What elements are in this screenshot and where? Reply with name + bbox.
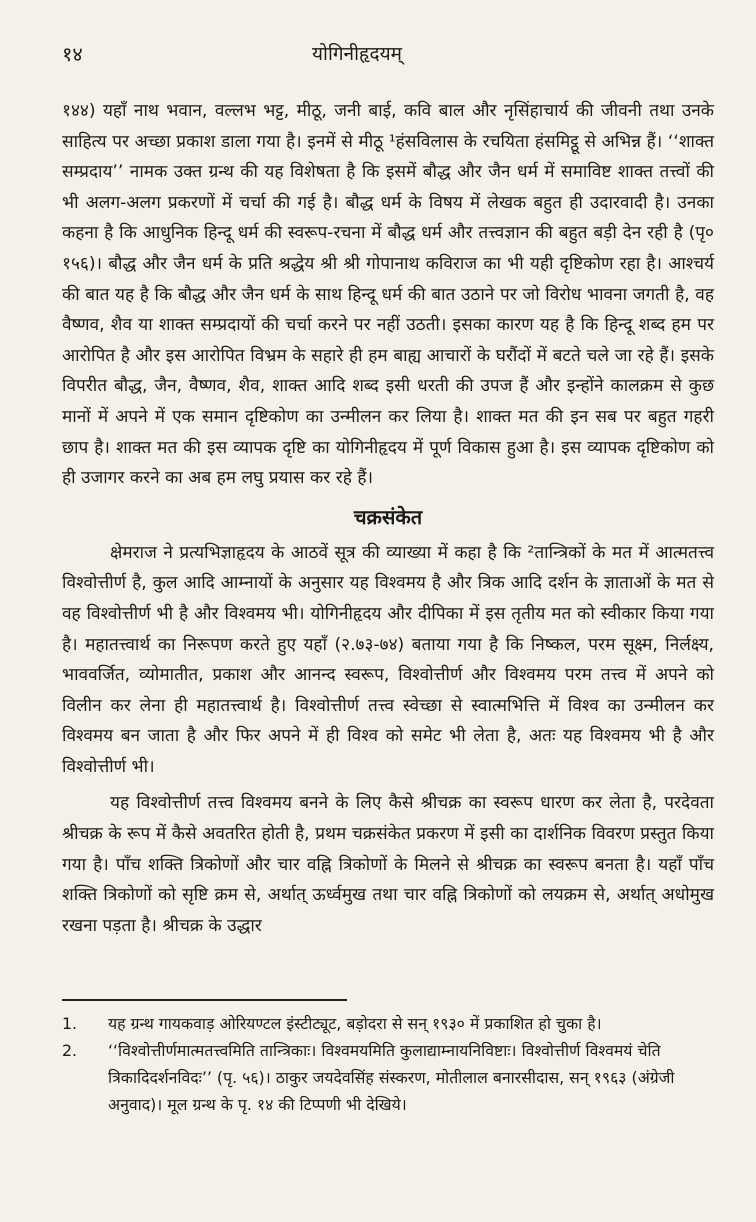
footnote-number: 1. [62, 1014, 78, 1033]
page-number: १४ [62, 42, 83, 66]
paragraph: यह विश्वोत्तीर्ण तत्त्व विश्वमय बनने के लिए कैसे श्रीचक्र का स्वरूप धारण कर लेता है, परदेवता श्रीचक्र के रूप में कैसे अवतरित होती है, प्रथम चक्रसंकेत प्रकरण में इसी का दार्शनिक विवरण प्रस्तुत किया गया है। पाँच शक्ति त्रिकोणों और चार वह्नि त्रिकोणों के मिलने से श्रीचक्र का स्वरूप बनता है। यहाँ पाँच शक्ति त्रिकोणों को सृष्टि क्रम से, अर्थात् ऊर्ध्वमुख तथा चार वह्नि त्रिकोणों को लयक्रम से, अर्थात् अधोमुख रखना पड़ता है। श्रीचक्र के उद्धार [62, 793, 714, 936]
footnote-divider [62, 999, 347, 1001]
section-heading: चक्रसंकेत [353, 504, 423, 529]
paragraph-continued: १४४) यहाँ नाथ भवान, वल्लभ भट्ट, मीठू, जनी बाई, कवि बाल और नृसिंहाचार्य की जीवनी तथा उनके साहित्य पर अच्छा प्रकाश डाला गया है। इनमें से मीठू ¹हंसविलास के रचयिता हंसमिट्ठू से अभिन्न हैं। ‘‘शाक्त सम्प्रदाय’’ नामक उक्त ग्रन्थ की यह विशेषता है कि इसमें बौद्ध और जैन धर्म में समाविष्ट शाक्त तत्त्वों की भी अलग-अलग प्रकरणों में चर्चा की गई है। बौद्ध धर्म के विषय में लेखक बहुत ही उदारवादी है। उनका कहना है कि आधुनिक हिन्दू धर्म की स्वरूप-रचना में बौद्ध धर्म और तत्त्वज्ञान की बहुत बड़ी देन रही है (पृ० १५६)। बौद्ध और जैन धर्म के प्रति श्रद्धेय श्री श्री गोपानाथ कविराज का भी यही दृष्टिकोण रहा है। आश्चर्य की बात यह है कि बौद्ध और जैन धर्म के साथ हिन्दू धर्म की बात उठाने पर जो विरोध भावना जगती है, वह वैष्णव, शैव या शाक्त सम्प्रदायों की चर्चा करने पर नहीं उठती। इसका कारण यह है कि हिन्दू शब्द हम पर आरोपित है और इस आरोपित विभ्रम के सहारे ही हम बाह्य आचारों के घरौंदों में बटते चले जा रहे हैं। इसके विपरीत बौद्ध, जैन, वैष्णव, शैव, शाक्त आदि शब्द इसी धरती की उपज हैं और इन्होंने कालक्रम से कुछ मानों में अपने में एक समान दृष्टिकोण का उन्मीलन कर लिया है। शाक्त मत की इन सब पर बहुत गहरी छाप है। शाक्त मत की इस व्यापक दृष्टि का योगिनीहृदय में पूर्ण विकास हुआ है। इस व्यापक दृष्टिकोण को ही उजागर करने का अब हम लघु प्रयास कर रहे हैं। [62, 101, 714, 489]
running-title: योगिनीहृदयम् [312, 43, 402, 65]
footnotes [62, 1010, 714, 1118]
footnote-2 [62, 1037, 714, 1118]
paragraph: क्षेमराज ने प्रत्यभिज्ञाहृदय के आठवें सूत्र की व्याख्या में कहा है कि ²तान्त्रिकों के मत में आत्मतत्त्व विश्वोत्तीर्ण है, कुल आदि आम्नायों के अनुसार यह विश्वमय है और त्रिक आदि दर्शन के ज्ञाताओं के मत से वह विश्वोत्तीर्ण भी है और विश्वमय भी। योगिनीहृदय और दीपिका में इस तृतीय मत को स्वीकार किया गया है। महातत्त्वार्थ का निरूपण करते हुए यहाँ (२.७३-७४) बताया गया है कि निष्कल, परम सूक्ष्म, निर्लक्ष्य, भाववर्जित, व्योमातीत, प्रकाश और आनन्द स्वरूप, विश्वोत्तीर्ण और विश्वमय परम तत्त्व में अपने को विलीन कर लेना ही महातत्त्वार्थ है। विश्वोत्तीर्ण तत्त्व स्वेच्छा से स्वात्मभित्ति में विश्व का उन्मीलन कर विश्वमय बन जाता है और फिर अपने में ही विश्व को समेट भी लेता है, अतः यह विश्वमय भी है और विश्वोत्तीर्ण भी। [62, 542, 714, 777]
footnote-number: 2. [62, 1041, 78, 1060]
page-header [62, 40, 716, 68]
footnote-text: ‘‘विश्वोत्तीर्णमात्मतत्त्वमिति तान्त्रिकाः। विश्वमयमिति कुलाद्याम्नायनिविष्टाः। विश्वोत्तीर्ण विश्वमयं चेति त्रिकादिदर्शनविदः’’ (पृ. ५६)। ठाकुर जयदेवसिंह संस्करण, मोतीलाल बनारसीदास, सन् १९६३ (अंग्रेजी अनुवाद)। मूल ग्रन्थ के पृ. १४ की टिप्पणी भी देखिये। [108, 1041, 675, 1114]
main-text [62, 96, 714, 941]
footnote-1 [62, 1010, 714, 1037]
footnote-text: यह ग्रन्थ गायकवाड़ ओरियण्टल इंस्टीट्यूट, बड़ोदरा से सन् १९३० में प्रकाशित हो चुका है। [108, 1014, 602, 1033]
